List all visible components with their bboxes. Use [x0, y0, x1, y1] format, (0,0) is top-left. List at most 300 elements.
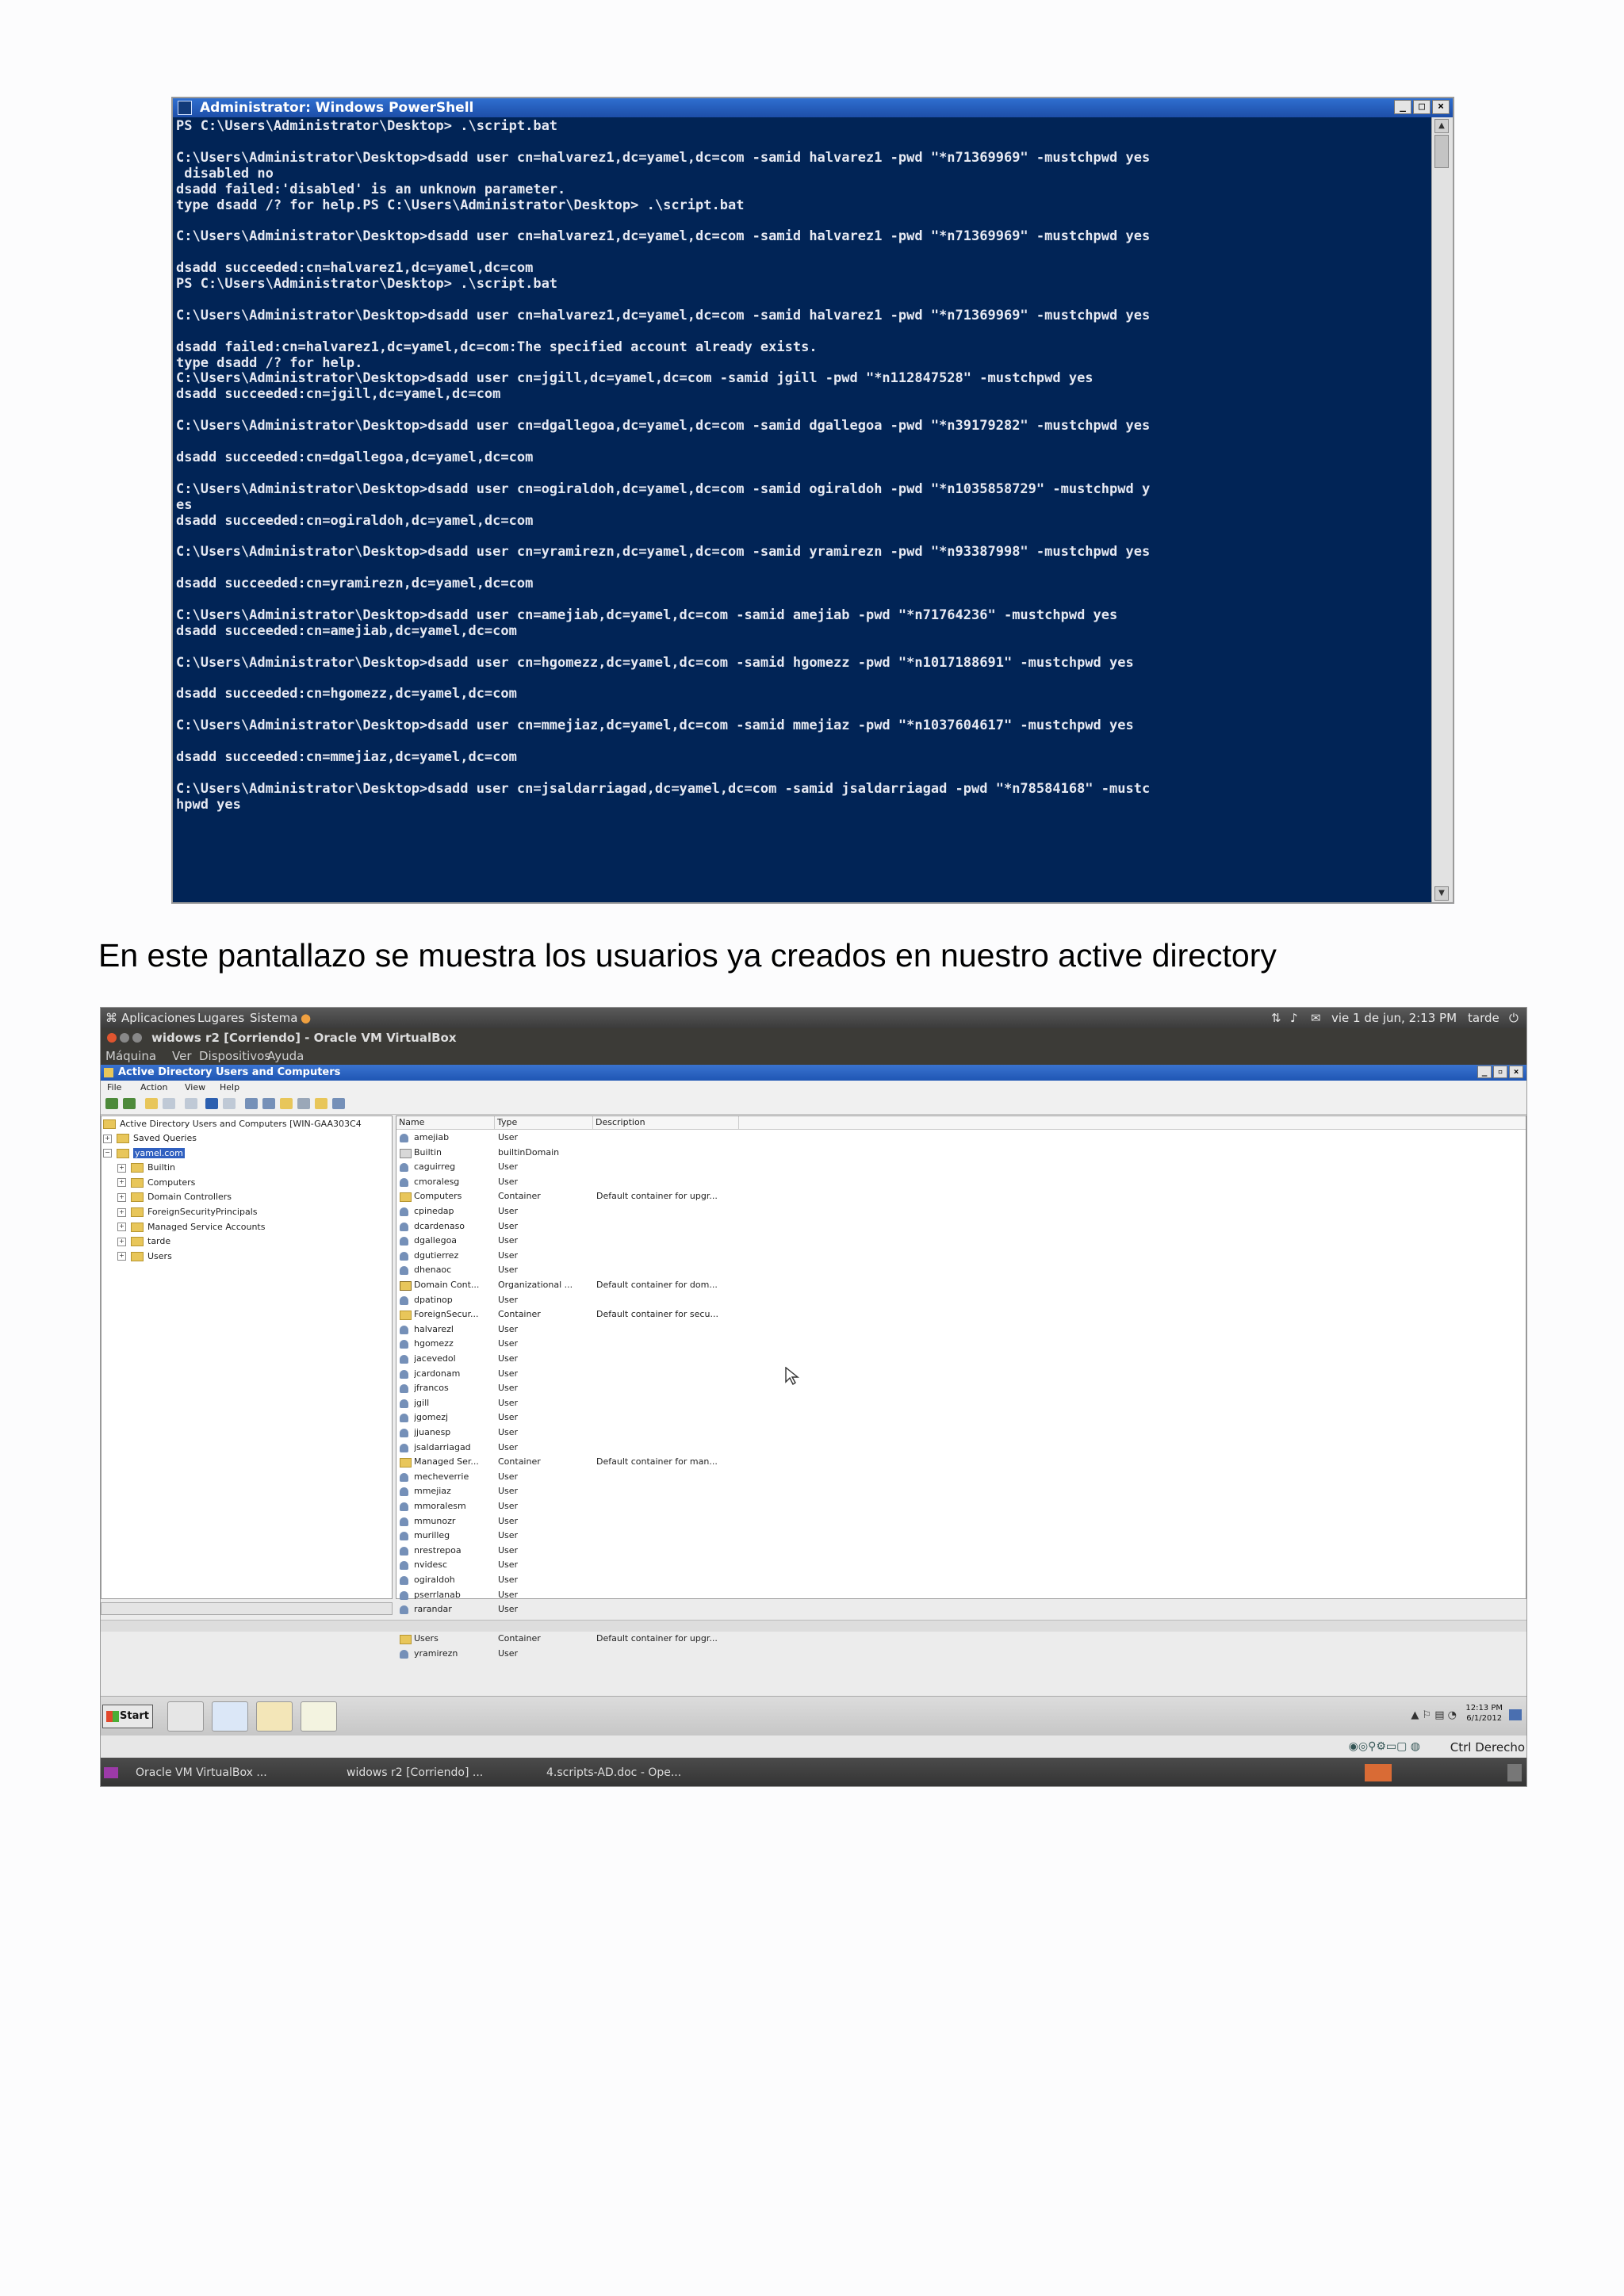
user-icon	[400, 1473, 408, 1482]
list-item[interactable]	[396, 1146, 1526, 1161]
firefox-icon[interactable]: ●	[301, 1011, 312, 1025]
tree-item-label: Users	[147, 1250, 172, 1261]
user-icon	[400, 1340, 408, 1349]
console-line: type dsadd /? for help.	[176, 354, 363, 371]
minimize-button[interactable]: _	[1394, 100, 1411, 114]
item-name: nrestrepoa	[414, 1544, 462, 1556]
menu-maquina[interactable]: Máquina	[105, 1049, 157, 1063]
find-icon[interactable]	[315, 1098, 327, 1109]
gnome-top-panel	[101, 1008, 1526, 1028]
console-line: C:\Users\Administrator\Desktop>dsadd user cn=dgallegoa,dc=yamel,dc=com -samid dgallegoa -pwd "*n39179282" -mustchpwd yes	[176, 418, 1151, 434]
tray-time: 12:13 PM	[1465, 1704, 1503, 1712]
aduc-close-button[interactable]: ×	[1509, 1066, 1523, 1078]
item-name: dpatinop	[414, 1294, 453, 1305]
forward-icon[interactable]	[123, 1098, 136, 1109]
tree-item[interactable]	[117, 1191, 232, 1203]
workspace-switcher-icon[interactable]	[1365, 1764, 1392, 1781]
folder-icon	[131, 1192, 144, 1202]
user-icon	[400, 1650, 408, 1659]
item-type: User	[498, 1368, 519, 1379]
item-type: Organizational ...	[498, 1280, 573, 1290]
menu-file[interactable]: File	[107, 1082, 122, 1093]
list-item[interactable]	[396, 1647, 1526, 1662]
item-type: User	[498, 1206, 519, 1216]
item-name: dgallegoa	[414, 1235, 458, 1246]
list-item[interactable]	[396, 1470, 1526, 1485]
item-type: User	[498, 1265, 519, 1276]
aduc-root-icon	[103, 1119, 116, 1129]
item-name: caguirreg	[414, 1161, 456, 1173]
tree-item[interactable]	[103, 1147, 185, 1160]
console-line: dsadd succeeded:cn=jgill,dc=yamel,dc=com	[176, 386, 501, 403]
item-name: Domain Cont...	[414, 1280, 480, 1290]
console-line: disabled no	[176, 165, 274, 182]
item-name: amejiab	[414, 1132, 450, 1142]
start-label: Start	[120, 1710, 149, 1722]
server-manager-button[interactable]	[167, 1701, 204, 1732]
list-item[interactable]	[396, 1367, 1526, 1382]
aduc-minimize-button[interactable]: _	[1477, 1066, 1492, 1078]
item-type: User	[498, 1501, 519, 1511]
list-item[interactable]	[396, 1219, 1526, 1234]
item-type: User	[498, 1544, 519, 1556]
close-window-icon[interactable]	[107, 1033, 117, 1043]
properties-icon[interactable]	[205, 1098, 218, 1109]
aduc-toolbar	[101, 1095, 1526, 1115]
item-type: User	[498, 1383, 519, 1394]
tree-item-label: Computers	[147, 1177, 196, 1188]
folder-icon	[117, 1149, 129, 1158]
list-item[interactable]	[396, 1455, 1526, 1470]
aduc-titlebar	[101, 1065, 1526, 1081]
show-desktop-host-icon[interactable]	[104, 1767, 118, 1778]
aduc-title: Active Directory Users and Computers	[118, 1066, 341, 1078]
tree-item-label: yamel.com	[135, 1147, 183, 1158]
maximize-window-icon[interactable]	[132, 1033, 142, 1043]
list-item[interactable]	[396, 1337, 1526, 1352]
vbox-statusbar	[101, 1735, 1526, 1758]
list-item[interactable]	[396, 1499, 1526, 1514]
item-type: User	[498, 1353, 519, 1364]
list-item[interactable]	[396, 1558, 1526, 1573]
item-name: mmoralesm	[414, 1501, 466, 1511]
tray-icons[interactable]: ▲ ⚐ ▤ ◔	[1411, 1709, 1457, 1721]
tree-item[interactable]	[117, 1250, 172, 1263]
collapse-icon[interactable]: −	[103, 1149, 112, 1158]
list-item[interactable]	[396, 1396, 1526, 1411]
item-name: jjuanesp	[414, 1427, 451, 1437]
scroll-up-icon[interactable]: ▲	[1434, 119, 1449, 133]
powershell-icon	[178, 101, 192, 115]
user-icon	[400, 1134, 408, 1142]
item-type: User	[498, 1132, 519, 1142]
folder-icon	[131, 1163, 144, 1173]
user-icon	[400, 1591, 408, 1600]
tree-pane[interactable]	[101, 1115, 393, 1599]
powershell-console[interactable]	[173, 117, 1432, 902]
add-to-group-icon[interactable]	[332, 1098, 345, 1109]
item-type: User	[498, 1515, 519, 1526]
volume-icon[interactable]: ♪	[1290, 1011, 1298, 1025]
expand-icon[interactable]: +	[117, 1208, 126, 1217]
filter-icon[interactable]	[297, 1098, 310, 1109]
user-icon	[400, 1487, 408, 1496]
expand-icon[interactable]: +	[117, 1238, 126, 1246]
item-type: User	[498, 1589, 519, 1600]
item-name: halvarezl	[414, 1323, 454, 1334]
user-icon	[400, 1163, 408, 1172]
virtualbox-menubar	[101, 1047, 1526, 1065]
menu-ayuda[interactable]: Ayuda	[267, 1049, 304, 1063]
expand-icon[interactable]: +	[103, 1135, 112, 1143]
minimize-window-icon[interactable]	[120, 1033, 129, 1043]
item-type: User	[498, 1397, 519, 1408]
start-button[interactable]	[102, 1705, 153, 1728]
user-icon	[400, 1370, 408, 1379]
user-icon	[400, 1296, 408, 1305]
user-icon	[400, 1444, 408, 1452]
item-description: Default container for upgr...	[596, 1633, 718, 1644]
vbox-device-icons[interactable]: ◉◎⚲⚙▭▢ ◍	[1348, 1740, 1420, 1753]
item-type: User	[498, 1161, 519, 1173]
user-icon	[400, 1576, 408, 1585]
item-type: User	[498, 1338, 519, 1349]
item-type: Container	[498, 1456, 541, 1468]
item-name: jfrancos	[414, 1383, 449, 1394]
item-name: cmoralesg	[414, 1176, 460, 1187]
column-description[interactable]: Description	[593, 1116, 739, 1129]
item-name: nvidesc	[414, 1559, 448, 1571]
item-name: jacevedol	[414, 1353, 456, 1364]
aduc-restore-button[interactable]: ▫	[1493, 1066, 1507, 1078]
list-item[interactable]	[396, 1441, 1526, 1456]
list-item[interactable]	[396, 1573, 1526, 1588]
back-icon[interactable]	[105, 1098, 118, 1109]
tree-item-label: ForeignSecurityPrincipals	[147, 1207, 258, 1217]
list-item[interactable]	[396, 1189, 1526, 1204]
user-icon	[400, 1429, 408, 1437]
item-name: Computers	[414, 1191, 462, 1202]
menu-help[interactable]: Help	[220, 1082, 240, 1093]
maximize-button[interactable]: □	[1413, 100, 1431, 114]
new-user-icon[interactable]	[245, 1098, 258, 1109]
item-type: Container	[498, 1191, 541, 1202]
mail-icon[interactable]: ✉	[1311, 1011, 1321, 1025]
item-name: dgutierrez	[414, 1249, 459, 1261]
console-line: C:\Users\Administrator\Desktop>dsadd user cn=amejiab,dc=yamel,dc=com -samid amejiab -pwd "*n71764236" -mustchpwd yes	[176, 607, 1118, 623]
tray-clock[interactable]	[1465, 1703, 1503, 1724]
tree-root[interactable]	[103, 1118, 362, 1131]
menu-dispositivos[interactable]: Dispositivos	[199, 1049, 271, 1063]
up-folder-icon[interactable]	[145, 1098, 158, 1109]
item-name: mmejiaz	[414, 1486, 451, 1497]
host-task-document[interactable]: 4.scripts-AD.doc - Ope...	[546, 1766, 682, 1779]
aduc-menubar	[101, 1081, 1526, 1096]
console-line: C:\Users\Administrator\Desktop>dsadd user cn=mmejiaz,dc=yamel,dc=com -samid mmejiaz -pwd "*n1037604617" -mustchpwd yes	[176, 718, 1134, 734]
tree-item[interactable]	[117, 1235, 170, 1248]
tree-item-label: Domain Controllers	[147, 1192, 232, 1203]
item-type: Container	[498, 1309, 541, 1320]
item-name: ForeignSecur...	[414, 1309, 479, 1320]
user-icon	[400, 1237, 408, 1246]
item-type: User	[498, 1648, 519, 1659]
console-line: C:\Users\Administrator\Desktop>dsadd user cn=jgill,dc=yamel,dc=com -samid jgill -pwd "*n112847528" -mustchpwd yes	[176, 370, 1094, 387]
tree-item[interactable]	[117, 1206, 258, 1219]
tree-item[interactable]	[117, 1221, 265, 1234]
list-item[interactable]	[396, 1529, 1526, 1544]
item-type: User	[498, 1235, 519, 1246]
item-type: Container	[498, 1633, 541, 1644]
user-icon	[400, 1414, 408, 1422]
item-name: jsaldarriagad	[414, 1441, 471, 1452]
console-line: dsadd succeeded:cn=yramirezn,dc=yamel,dc=com	[176, 576, 534, 592]
list-item[interactable]	[396, 1484, 1526, 1499]
tree-root-label: Active Directory Users and Computers [WIN-GAA303C4	[120, 1119, 362, 1129]
console-line: PS C:\Users\Administrator\Desktop> .\script.bat	[176, 118, 558, 134]
list-item[interactable]	[396, 1322, 1526, 1337]
folder-icon	[131, 1237, 144, 1246]
item-name: hgomezz	[414, 1338, 454, 1349]
scroll-down-icon[interactable]: ▼	[1434, 886, 1449, 901]
item-name: murilleg	[414, 1530, 450, 1541]
caption-text: En este pantallazo se muestra los usuarios ya creados en nuestro active directory	[98, 937, 1277, 974]
tree-item[interactable]	[117, 1177, 195, 1189]
refresh-icon[interactable]	[185, 1098, 197, 1109]
user-icon	[400, 1517, 408, 1526]
console-line: C:\Users\Administrator\Desktop>dsadd user cn=yramirezn,dc=yamel,dc=com -samid yramirezn -pwd "*n93387998" -mustchpwd yes	[176, 544, 1151, 561]
expand-icon[interactable]: +	[117, 1178, 126, 1187]
item-name: ogiraldoh	[414, 1575, 455, 1585]
user-icon	[400, 1532, 408, 1540]
gnome-apps-icon[interactable]: ⌘	[105, 1011, 117, 1025]
item-name: rarandar	[414, 1604, 452, 1615]
virtualbox-titlebar	[101, 1028, 1526, 1047]
console-line: dsadd succeeded:cn=dgallegoa,dc=yamel,dc=com	[176, 449, 534, 465]
item-name: dhenaoc	[414, 1265, 452, 1276]
explorer-taskbar-button[interactable]	[256, 1701, 293, 1732]
virtualbox-screenshot	[100, 1007, 1527, 1787]
list-item[interactable]	[396, 1131, 1526, 1146]
powershell-window	[171, 97, 1454, 904]
show-hide-tree-icon[interactable]	[163, 1098, 175, 1109]
console-line: C:\Users\Administrator\Desktop>dsadd user cn=halvarez1,dc=yamel,dc=com -samid halvarez1 -pwd "*n71369969" -mustchpwd yes	[176, 149, 1151, 166]
console-line: dsadd succeeded:cn=hgomezz,dc=yamel,dc=com	[176, 686, 517, 702]
user-icon	[400, 1605, 408, 1614]
item-name: dcardenaso	[414, 1220, 465, 1231]
network-icon[interactable]: ⇅	[1271, 1011, 1281, 1025]
item-type: User	[498, 1220, 519, 1231]
gnome-clock[interactable]: vie 1 de jun, 2:13 PM	[1331, 1011, 1457, 1025]
virtualbox-title: widows r2 [Corriendo] - Oracle VM VirtualBox	[151, 1031, 457, 1045]
list-item[interactable]	[396, 1425, 1526, 1441]
list-item[interactable]	[396, 1160, 1526, 1175]
item-name: jgomezj	[414, 1412, 449, 1423]
console-line: C:\Users\Administrator\Desktop>dsadd user cn=halvarez1,dc=yamel,dc=com -samid halvarez1 -pwd "*n71369969" -mustchpwd yes	[176, 228, 1151, 245]
user-menu[interactable]: tarde	[1468, 1011, 1500, 1025]
list-item[interactable]	[396, 1278, 1526, 1293]
show-desktop-icon[interactable]	[1509, 1709, 1522, 1720]
user-icon	[400, 1326, 408, 1334]
console-line: dsadd failed:'disabled' is an unknown parameter.	[176, 181, 566, 197]
console-line: es	[176, 496, 193, 513]
help-icon[interactable]	[223, 1098, 236, 1109]
list-item[interactable]	[396, 1234, 1526, 1249]
expand-icon[interactable]: +	[117, 1223, 126, 1231]
user-icon	[400, 1502, 408, 1511]
item-name: cpinedap	[414, 1206, 454, 1216]
console-line: dsadd succeeded:cn=halvarez1,dc=yamel,dc=com	[176, 260, 534, 277]
user-icon	[400, 1207, 408, 1216]
console-line: type dsadd /? for help.PS C:\Users\Administrator\Desktop> .\script.bat	[176, 197, 745, 213]
container-icon	[400, 1311, 412, 1320]
aduc-status-bar	[101, 1620, 1526, 1632]
item-type: User	[498, 1604, 519, 1615]
list-item[interactable]	[396, 1204, 1526, 1219]
container-icon	[400, 1458, 412, 1468]
user-icon	[400, 1178, 408, 1187]
scroll-thumb[interactable]	[1434, 135, 1449, 168]
item-name: jgill	[414, 1397, 430, 1408]
console-line: hpwd yes	[176, 796, 241, 813]
console-scrollbar[interactable]	[1431, 117, 1453, 902]
expand-icon[interactable]: +	[117, 1252, 126, 1261]
list-item[interactable]	[396, 1381, 1526, 1396]
aduc-taskbar-button[interactable]	[301, 1701, 337, 1732]
container-icon	[400, 1192, 412, 1202]
windows-taskbar	[101, 1696, 1526, 1736]
list-item[interactable]	[396, 1588, 1526, 1603]
tree-item[interactable]	[117, 1161, 175, 1174]
menu-sistema[interactable]: Sistema	[250, 1011, 298, 1025]
host-key-label: Ctrl Derecho	[1450, 1740, 1525, 1755]
item-type: User	[498, 1294, 519, 1305]
powershell-title: Administrator: Windows PowerShell	[200, 100, 474, 116]
expand-icon[interactable]: +	[117, 1193, 126, 1202]
list-item[interactable]	[396, 1249, 1526, 1264]
menu-lugares[interactable]: Lugares	[197, 1011, 245, 1025]
item-type: User	[498, 1412, 519, 1423]
list-item[interactable]	[396, 1410, 1526, 1425]
menu-ver[interactable]: Ver	[172, 1049, 192, 1063]
power-icon[interactable]: ⏻	[1509, 1011, 1519, 1025]
item-type: User	[498, 1559, 519, 1571]
list-item[interactable]	[396, 1602, 1526, 1617]
item-name: Managed Ser...	[414, 1456, 479, 1468]
folder-icon	[117, 1134, 129, 1143]
item-type: User	[498, 1249, 519, 1261]
powershell-taskbar-button[interactable]	[212, 1701, 248, 1732]
list-item[interactable]	[396, 1632, 1526, 1647]
user-icon	[400, 1384, 408, 1393]
menu-view[interactable]: View	[185, 1082, 206, 1093]
item-name: Users	[414, 1633, 439, 1644]
folder-icon	[131, 1207, 144, 1217]
tree-item-label: Builtin	[147, 1162, 175, 1173]
user-icon	[400, 1355, 408, 1364]
expand-icon[interactable]: +	[117, 1164, 126, 1173]
console-line: C:\Users\Administrator\Desktop>dsadd user cn=ogiraldoh,dc=yamel,dc=com -samid ogiraldoh -pwd "*n1035858729" -mustchpwd y	[176, 480, 1151, 497]
list-item[interactable]	[396, 1293, 1526, 1308]
new-ou-icon[interactable]	[280, 1098, 293, 1109]
list-item[interactable]	[396, 1544, 1526, 1559]
user-icon	[400, 1399, 408, 1408]
item-type: User	[498, 1530, 519, 1541]
item-type: User	[498, 1441, 519, 1452]
list-item[interactable]	[396, 1263, 1526, 1278]
user-icon	[400, 1252, 408, 1261]
user-icon	[400, 1266, 408, 1275]
folder-icon	[131, 1252, 144, 1261]
console-line: dsadd succeeded:cn=ogiraldoh,dc=yamel,dc=com	[176, 512, 534, 529]
item-name: mecheverrie	[414, 1471, 469, 1482]
list-item[interactable]	[396, 1307, 1526, 1322]
powershell-titlebar	[173, 98, 1453, 117]
menu-aplicaciones[interactable]: Aplicaciones	[121, 1011, 196, 1025]
user-icon	[400, 1547, 408, 1556]
list-pane[interactable]	[396, 1115, 1526, 1659]
item-type: User	[498, 1471, 519, 1482]
list-item[interactable]	[396, 1352, 1526, 1367]
tree-item-label: Saved Queries	[133, 1133, 197, 1143]
user-icon	[400, 1561, 408, 1570]
close-button[interactable]: ×	[1432, 100, 1450, 114]
console-line: dsadd succeeded:cn=amejiab,dc=yamel,dc=com	[176, 622, 517, 639]
tray-date: 6/1/2012	[1466, 1714, 1503, 1723]
menu-action[interactable]: Action	[140, 1082, 168, 1093]
container-icon	[400, 1635, 412, 1644]
list-item[interactable]	[396, 1175, 1526, 1190]
trash-icon[interactable]	[1507, 1764, 1522, 1781]
column-name[interactable]: Name	[396, 1116, 495, 1129]
console-line: PS C:\Users\Administrator\Desktop> .\script.bat	[176, 276, 558, 292]
tree-item-label: Managed Service Accounts	[147, 1221, 266, 1232]
tree-horizontal-scrollbar[interactable]	[101, 1602, 393, 1615]
host-taskbar	[101, 1758, 1526, 1787]
item-type: User	[498, 1427, 519, 1437]
host-task-vm[interactable]: widows r2 [Corriendo] ...	[347, 1766, 484, 1779]
windows-logo-icon	[106, 1711, 119, 1722]
new-group-icon[interactable]	[262, 1098, 275, 1109]
console-line: C:\Users\Administrator\Desktop>dsadd user cn=halvarez1,dc=yamel,dc=com -samid halvarez1 -pwd "*n71369969" -mustchpwd yes	[176, 307, 1151, 323]
console-line: C:\Users\Administrator\Desktop>dsadd user cn=hgomezz,dc=yamel,dc=com -samid hgomezz -pwd "*n1017188691" -mustchpwd yes	[176, 654, 1134, 671]
console-line: C:\Users\Administrator\Desktop>dsadd user cn=jsaldarriagad,dc=yamel,dc=com -samid jsaldarriagad -pwd "*n78584168" -mustc	[176, 780, 1151, 797]
tree-item[interactable]	[103, 1132, 197, 1145]
item-type: User	[498, 1323, 519, 1334]
user-icon	[400, 1223, 408, 1231]
column-type[interactable]: Type	[495, 1116, 593, 1129]
item-type: builtinDomain	[498, 1146, 560, 1158]
item-name: jcardonam	[414, 1368, 461, 1379]
item-name: mmunozr	[414, 1515, 456, 1526]
item-description: Default container for upgr...	[596, 1191, 718, 1202]
host-task-virtualbox[interactable]: Oracle VM VirtualBox ...	[136, 1766, 267, 1779]
item-type: User	[498, 1176, 519, 1187]
list-item[interactable]	[396, 1514, 1526, 1529]
organizational-unit-icon	[400, 1281, 412, 1291]
builtin-domain-icon	[400, 1149, 412, 1158]
console-line: dsadd failed:cn=halvarez1,dc=yamel,dc=com:The specified account already exists.	[176, 339, 818, 355]
console-line: dsadd succeeded:cn=mmejiaz,dc=yamel,dc=com	[176, 749, 517, 765]
item-description: Default container for dom...	[596, 1280, 718, 1290]
folder-icon	[131, 1178, 144, 1188]
item-name: pserrlanab	[414, 1589, 461, 1600]
item-name: Builtin	[414, 1146, 442, 1158]
item-name: yramirezn	[414, 1648, 458, 1659]
item-type: User	[498, 1486, 519, 1497]
item-description: Default container for secu...	[596, 1309, 718, 1320]
item-type: User	[498, 1575, 519, 1585]
aduc-app-icon	[104, 1068, 113, 1077]
